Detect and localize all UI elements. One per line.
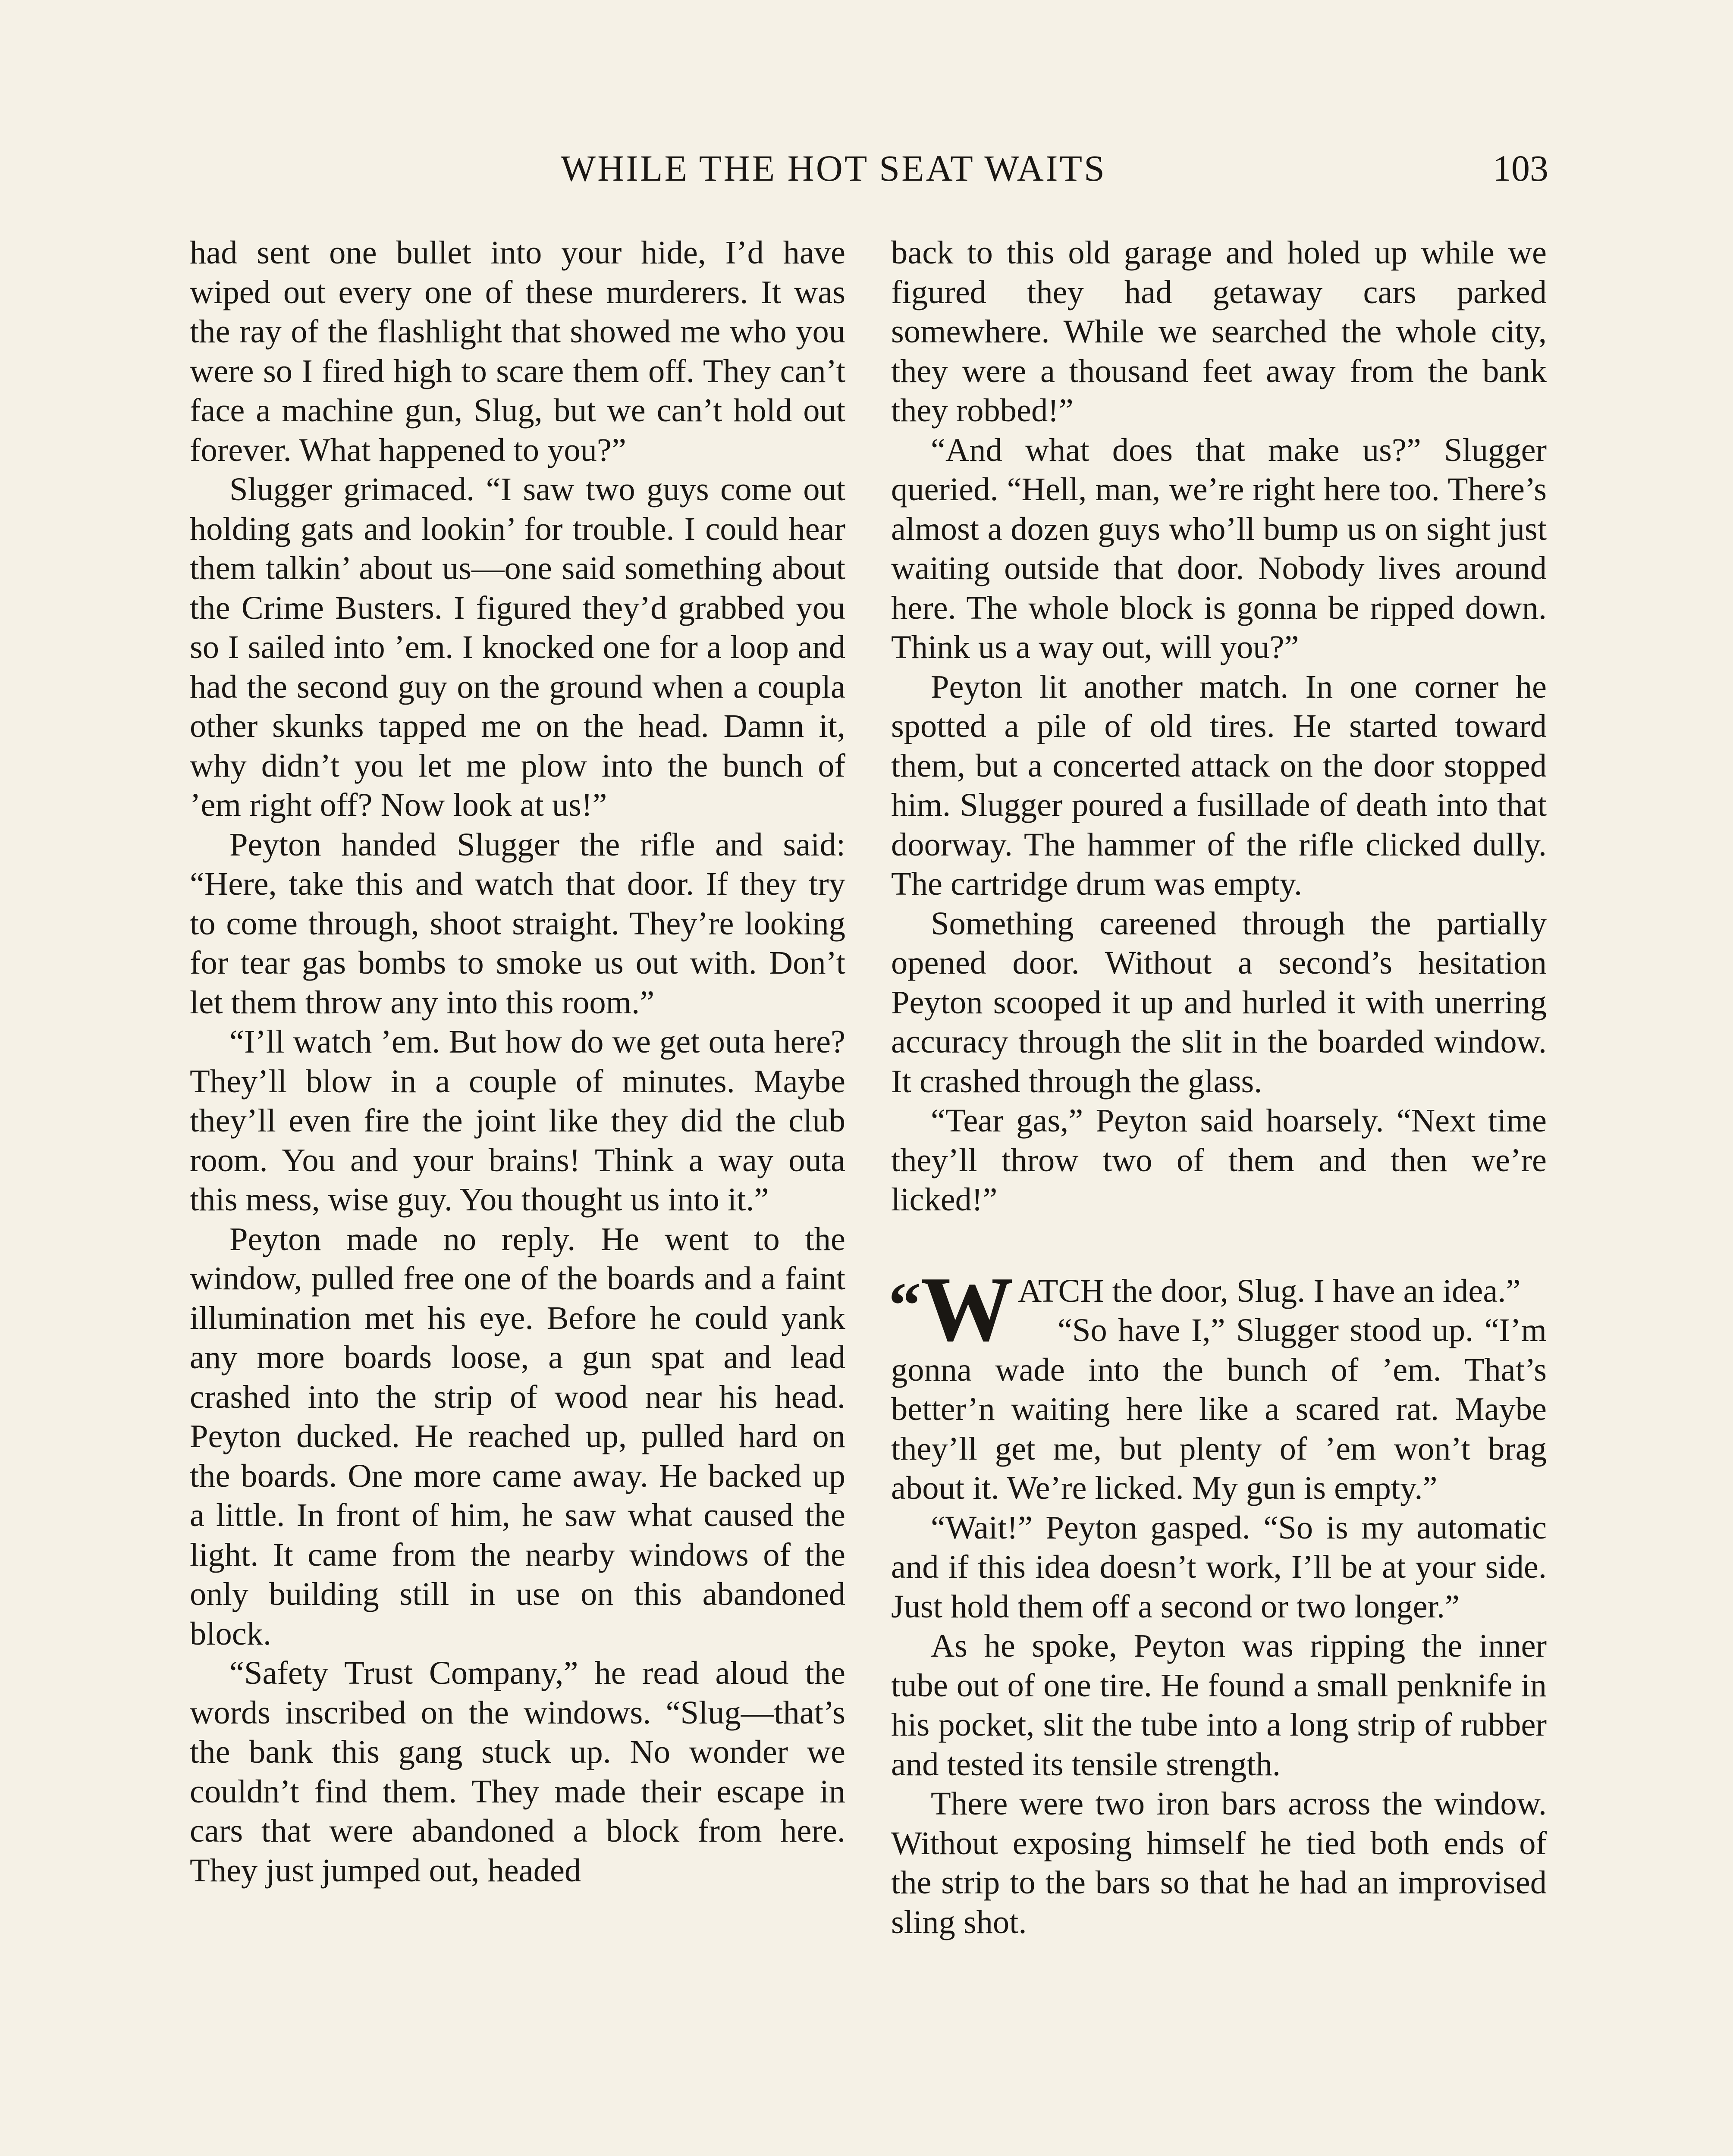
- paragraph: Something careened through the partially opened door. Without a second’s hesitation Peyton scooped it up and hurled it with unerring accuracy through the slit in the boarded window. It crashed through the glass.: [891, 905, 1547, 1100]
- paragraph: As he spoke, Peyton was ripping the inner tube out of one tire. He found a small penknife in his pocket, slit the tube into a long strip of rubber and tested its tensile strength.: [891, 1627, 1547, 1783]
- running-head: [190, 142, 1548, 194]
- paragraph: “Wait!” Peyton gasped. “So is my automatic and if this idea doesn’t work, I’ll be at your side. Just hold them off a second or two longer.”: [891, 1509, 1547, 1625]
- paragraph: Peyton lit another match. In one corner he spotted a pile of old tires. He started toward them, but a concerted attack on the door stopped him. Slugger poured a fusillade of death into that doorway. The hammer of the rifle clicked dully. The cartridge drum was empty.: [891, 668, 1547, 902]
- paragraph: back to this old garage and holed up while we figured they had getaway cars parked somewhere. While we searched the whole city, they were a thousand feet away from the bank they robbed!”: [891, 234, 1547, 429]
- paragraph: Peyton handed Slugger the rifle and said: “Here, take this and watch that door. If they try to come through, shoot straight. They’re looking for tear gas bombs to smoke us out with. Don’t let them throw any into this room.”: [190, 826, 845, 1021]
- paragraph: “So have I,” Slugger stood up. “I’m gonna wade into the bunch of ’em. That’s better’n waiting here like a scared rat. Maybe they’ll get me, but plenty of ’em won’t brag about it. We’re licked. My gun is empty.”: [891, 1312, 1547, 1506]
- paragraph: Peyton made no reply. He went to the window, pulled free one of the boards and a faint illumination met his eye. Before he could yank any more boards loose, a gun spat and lead crashed into the strip of wood near his head. Peyton ducked. He reached up, pulled hard on the boards. One more came away. He backed up a little. In front of him, he saw what caused the light. It came from the nearby windows of the only building still in use on this abandoned block.: [190, 1220, 845, 1652]
- right-column: [888, 233, 1547, 1942]
- left-column: [190, 233, 845, 1890]
- drop-cap-quote: “: [888, 1269, 921, 1341]
- paragraph: There were two iron bars across the window. Without exposing himself he tied both ends of the strip to the bars so that he had an improvised sling shot.: [891, 1785, 1547, 1940]
- drop-cap-rest: ATCH the door, Slug. I have an idea.”: [1018, 1272, 1521, 1309]
- running-title: WHILE THE HOT SEAT WAITS: [561, 147, 1106, 189]
- paragraph: “Tear gas,” Peyton said hoarsely. “Next time they’ll throw two of them and then we’re licked!”: [891, 1102, 1547, 1218]
- drop-cap-letter: W: [921, 1257, 1014, 1360]
- paragraph: had sent one bullet into your hide, I’d have wiped out every one of these murderers. It was the ray of the flashlight that showed me who you were so I fired high to scare them off. They can’t face a machine gun, Slug, but we can’t hold out forever. What happened to you?”: [190, 234, 845, 468]
- page-number: 103: [1493, 147, 1548, 189]
- dropcap-paragraph: [888, 1257, 1547, 1360]
- paragraph: “I’ll watch ’em. But how do we get outa here? They’ll blow in a couple of minutes. Maybe they’ll even fire the joint like they did the club room. You and your brains! Think a way outa this mess, wise guy. You thought us into it.”: [190, 1023, 845, 1218]
- paragraph: “And what does that make us?” Slugger queried. “Hell, man, we’re right here too. There’s almost a dozen guys who’ll bump us on sight just waiting outside that door. Nobody lives around here. The whole block is gonna be ripped down. Think us a way out, will you?”: [891, 431, 1547, 665]
- drop-cap: [888, 1257, 1014, 1360]
- paragraph: “Safety Trust Company,” he read aloud the words inscribed on the windows. “Slug—that’s the bank this gang stuck up. No wonder we couldn’t find them. They made their escape in cars that were abandoned a block from here. They just jumped out, headed: [190, 1655, 845, 1889]
- paragraph: Slugger grimaced. “I saw two guys come out holding gats and lookin’ for trouble. I could hear them talkin’ about us—one said something about the Crime Busters. I figured they’d grabbed you so I sailed into ’em. I knocked one for a loop and had the second guy on the ground when a coupla other skunks tapped me on the head. Damn it, why didn’t you let me plow into the bunch of ’em right off? Now look at us!”: [190, 471, 845, 823]
